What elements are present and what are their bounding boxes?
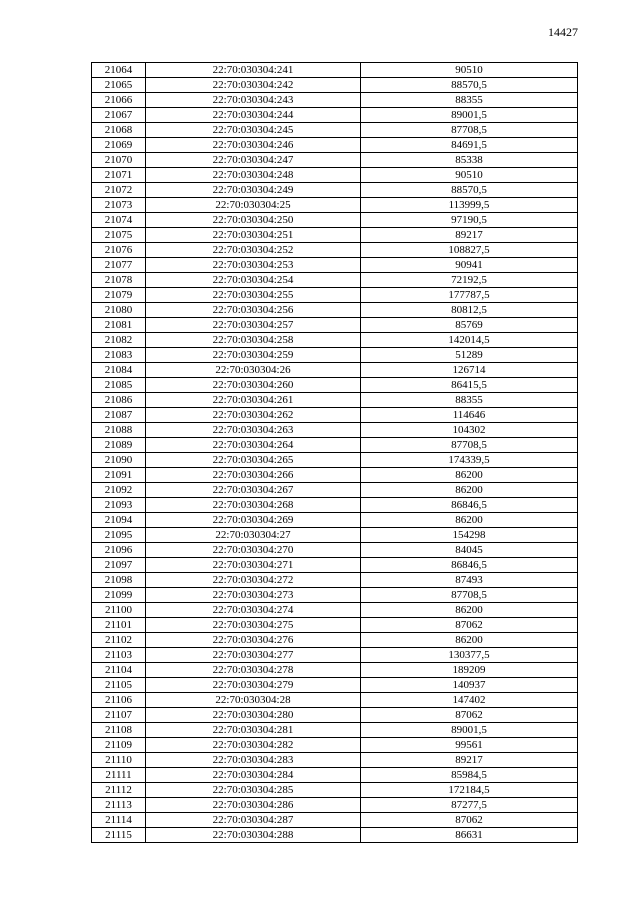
table-row	[92, 648, 578, 663]
row-number-cell: 21094	[92, 513, 146, 528]
table-row	[92, 738, 578, 753]
row-number-cell: 21111	[92, 768, 146, 783]
row-number-cell: 21074	[92, 213, 146, 228]
row-number-cell: 21090	[92, 453, 146, 468]
value-cell: 88570,5	[361, 78, 578, 93]
cadastral-number-cell: 22:70:030304:245	[146, 123, 361, 138]
value-cell: 86846,5	[361, 558, 578, 573]
row-number-cell: 21115	[92, 828, 146, 843]
table-row	[92, 543, 578, 558]
row-number-cell: 21113	[92, 798, 146, 813]
value-cell: 80812,5	[361, 303, 578, 318]
table-row	[92, 813, 578, 828]
table-row	[92, 633, 578, 648]
value-cell: 87708,5	[361, 588, 578, 603]
row-number-cell: 21067	[92, 108, 146, 123]
cadastral-number-cell: 22:70:030304:285	[146, 783, 361, 798]
row-number-cell: 21112	[92, 783, 146, 798]
table-row	[92, 558, 578, 573]
cadastral-number-cell: 22:70:030304:286	[146, 798, 361, 813]
row-number-cell: 21098	[92, 573, 146, 588]
table-row	[92, 588, 578, 603]
cadastral-number-cell: 22:70:030304:280	[146, 708, 361, 723]
cadastral-number-cell: 22:70:030304:283	[146, 753, 361, 768]
value-cell: 87708,5	[361, 438, 578, 453]
row-number-cell: 21095	[92, 528, 146, 543]
value-cell: 130377,5	[361, 648, 578, 663]
row-number-cell: 21065	[92, 78, 146, 93]
table-row	[92, 123, 578, 138]
value-cell: 172184,5	[361, 783, 578, 798]
row-number-cell: 21096	[92, 543, 146, 558]
cadastral-number-cell: 22:70:030304:252	[146, 243, 361, 258]
cadastral-number-cell: 22:70:030304:243	[146, 93, 361, 108]
value-cell: 86415,5	[361, 378, 578, 393]
table-row	[92, 63, 578, 78]
row-number-cell: 21102	[92, 633, 146, 648]
cadastral-number-cell: 22:70:030304:250	[146, 213, 361, 228]
value-cell: 189209	[361, 663, 578, 678]
cadastral-number-cell: 22:70:030304:282	[146, 738, 361, 753]
value-cell: 86631	[361, 828, 578, 843]
value-cell: 86846,5	[361, 498, 578, 513]
value-cell: 87493	[361, 573, 578, 588]
row-number-cell: 21107	[92, 708, 146, 723]
table-row	[92, 93, 578, 108]
table-row	[92, 663, 578, 678]
table-row	[92, 573, 578, 588]
table-row	[92, 528, 578, 543]
table-row	[92, 318, 578, 333]
row-number-cell: 21079	[92, 288, 146, 303]
table-row	[92, 708, 578, 723]
row-number-cell: 21104	[92, 663, 146, 678]
value-cell: 85338	[361, 153, 578, 168]
row-number-cell: 21100	[92, 603, 146, 618]
row-number-cell: 21114	[92, 813, 146, 828]
value-cell: 97190,5	[361, 213, 578, 228]
row-number-cell: 21080	[92, 303, 146, 318]
cadastral-number-cell: 22:70:030304:255	[146, 288, 361, 303]
table-row	[92, 678, 578, 693]
row-number-cell: 21069	[92, 138, 146, 153]
table-row	[92, 378, 578, 393]
table-row	[92, 213, 578, 228]
table-row	[92, 468, 578, 483]
value-cell: 174339,5	[361, 453, 578, 468]
cadastral-number-cell: 22:70:030304:248	[146, 168, 361, 183]
value-cell: 147402	[361, 693, 578, 708]
table-row	[92, 363, 578, 378]
table-row	[92, 693, 578, 708]
value-cell: 142014,5	[361, 333, 578, 348]
row-number-cell: 21103	[92, 648, 146, 663]
cadastral-number-cell: 22:70:030304:281	[146, 723, 361, 738]
row-number-cell: 21085	[92, 378, 146, 393]
row-number-cell: 21086	[92, 393, 146, 408]
row-number-cell: 21076	[92, 243, 146, 258]
table-row	[92, 753, 578, 768]
table-row	[92, 768, 578, 783]
value-cell: 88570,5	[361, 183, 578, 198]
cadastral-table	[91, 62, 578, 843]
row-number-cell: 21075	[92, 228, 146, 243]
table-row	[92, 723, 578, 738]
cadastral-number-cell: 22:70:030304:254	[146, 273, 361, 288]
cadastral-number-cell: 22:70:030304:253	[146, 258, 361, 273]
cadastral-number-cell: 22:70:030304:262	[146, 408, 361, 423]
table-row	[92, 303, 578, 318]
value-cell: 140937	[361, 678, 578, 693]
cadastral-number-cell: 22:70:030304:287	[146, 813, 361, 828]
table-row	[92, 138, 578, 153]
value-cell: 99561	[361, 738, 578, 753]
value-cell: 154298	[361, 528, 578, 543]
row-number-cell: 21070	[92, 153, 146, 168]
cadastral-number-cell: 22:70:030304:284	[146, 768, 361, 783]
table-row	[92, 78, 578, 93]
row-number-cell: 21092	[92, 483, 146, 498]
value-cell: 104302	[361, 423, 578, 438]
table-row	[92, 168, 578, 183]
value-cell: 89001,5	[361, 723, 578, 738]
table-row	[92, 798, 578, 813]
table-row	[92, 498, 578, 513]
cadastral-number-cell: 22:70:030304:242	[146, 78, 361, 93]
table-row	[92, 483, 578, 498]
row-number-cell: 21068	[92, 123, 146, 138]
value-cell: 86200	[361, 633, 578, 648]
row-number-cell: 21087	[92, 408, 146, 423]
value-cell: 89217	[361, 228, 578, 243]
table-row	[92, 198, 578, 213]
table-row	[92, 603, 578, 618]
cadastral-number-cell: 22:70:030304:288	[146, 828, 361, 843]
table-row	[92, 183, 578, 198]
value-cell: 85984,5	[361, 768, 578, 783]
value-cell: 86200	[361, 483, 578, 498]
value-cell: 177787,5	[361, 288, 578, 303]
table-row	[92, 393, 578, 408]
cadastral-number-cell: 22:70:030304:27	[146, 528, 361, 543]
page-number: 14427	[548, 25, 578, 39]
value-cell: 86200	[361, 513, 578, 528]
value-cell: 51289	[361, 348, 578, 363]
row-number-cell: 21072	[92, 183, 146, 198]
cadastral-number-cell: 22:70:030304:260	[146, 378, 361, 393]
value-cell: 84691,5	[361, 138, 578, 153]
value-cell: 87277,5	[361, 798, 578, 813]
table-row	[92, 348, 578, 363]
cadastral-number-cell: 22:70:030304:259	[146, 348, 361, 363]
cadastral-number-cell: 22:70:030304:266	[146, 468, 361, 483]
cadastral-number-cell: 22:70:030304:279	[146, 678, 361, 693]
cadastral-number-cell: 22:70:030304:251	[146, 228, 361, 243]
cadastral-number-cell: 22:70:030304:264	[146, 438, 361, 453]
value-cell: 85769	[361, 318, 578, 333]
row-number-cell: 21084	[92, 363, 146, 378]
row-number-cell: 21078	[92, 273, 146, 288]
value-cell: 87062	[361, 618, 578, 633]
row-number-cell: 21083	[92, 348, 146, 363]
value-cell: 88355	[361, 393, 578, 408]
row-number-cell: 21089	[92, 438, 146, 453]
cadastral-number-cell: 22:70:030304:26	[146, 363, 361, 378]
value-cell: 88355	[361, 93, 578, 108]
value-cell: 89001,5	[361, 108, 578, 123]
row-number-cell: 21073	[92, 198, 146, 213]
cadastral-number-cell: 22:70:030304:268	[146, 498, 361, 513]
value-cell: 114646	[361, 408, 578, 423]
row-number-cell: 21082	[92, 333, 146, 348]
row-number-cell: 21081	[92, 318, 146, 333]
cadastral-number-cell: 22:70:030304:25	[146, 198, 361, 213]
table-row	[92, 513, 578, 528]
value-cell: 90941	[361, 258, 578, 273]
cadastral-number-cell: 22:70:030304:269	[146, 513, 361, 528]
value-cell: 90510	[361, 168, 578, 183]
row-number-cell: 21064	[92, 63, 146, 78]
table-row	[92, 288, 578, 303]
value-cell: 126714	[361, 363, 578, 378]
cadastral-number-cell: 22:70:030304:261	[146, 393, 361, 408]
value-cell: 72192,5	[361, 273, 578, 288]
row-number-cell: 21071	[92, 168, 146, 183]
cadastral-number-cell: 22:70:030304:265	[146, 453, 361, 468]
value-cell: 89217	[361, 753, 578, 768]
cadastral-number-cell: 22:70:030304:257	[146, 318, 361, 333]
table-row	[92, 453, 578, 468]
row-number-cell: 21101	[92, 618, 146, 633]
row-number-cell: 21093	[92, 498, 146, 513]
table-row	[92, 333, 578, 348]
table-row	[92, 258, 578, 273]
value-cell: 84045	[361, 543, 578, 558]
cadastral-number-cell: 22:70:030304:274	[146, 603, 361, 618]
row-number-cell: 21088	[92, 423, 146, 438]
value-cell: 87708,5	[361, 123, 578, 138]
value-cell: 86200	[361, 468, 578, 483]
table-row	[92, 618, 578, 633]
row-number-cell: 21091	[92, 468, 146, 483]
cadastral-number-cell: 22:70:030304:249	[146, 183, 361, 198]
table-row	[92, 438, 578, 453]
value-cell: 87062	[361, 708, 578, 723]
cadastral-number-cell: 22:70:030304:278	[146, 663, 361, 678]
cadastral-number-cell: 22:70:030304:270	[146, 543, 361, 558]
cadastral-number-cell: 22:70:030304:271	[146, 558, 361, 573]
row-number-cell: 21108	[92, 723, 146, 738]
cadastral-number-cell: 22:70:030304:275	[146, 618, 361, 633]
value-cell: 86200	[361, 603, 578, 618]
cadastral-number-cell: 22:70:030304:244	[146, 108, 361, 123]
cadastral-number-cell: 22:70:030304:246	[146, 138, 361, 153]
cadastral-number-cell: 22:70:030304:256	[146, 303, 361, 318]
table-row	[92, 243, 578, 258]
table-row	[92, 273, 578, 288]
table-row	[92, 783, 578, 798]
table-row	[92, 108, 578, 123]
cadastral-number-cell: 22:70:030304:241	[146, 63, 361, 78]
table-row	[92, 828, 578, 843]
cadastral-number-cell: 22:70:030304:267	[146, 483, 361, 498]
cadastral-number-cell: 22:70:030304:247	[146, 153, 361, 168]
table-row	[92, 228, 578, 243]
value-cell: 87062	[361, 813, 578, 828]
row-number-cell: 21110	[92, 753, 146, 768]
row-number-cell: 21109	[92, 738, 146, 753]
table-body	[92, 63, 578, 843]
table-row	[92, 423, 578, 438]
table-row	[92, 408, 578, 423]
cadastral-number-cell: 22:70:030304:263	[146, 423, 361, 438]
row-number-cell: 21105	[92, 678, 146, 693]
value-cell: 113999,5	[361, 198, 578, 213]
row-number-cell: 21066	[92, 93, 146, 108]
cadastral-number-cell: 22:70:030304:276	[146, 633, 361, 648]
value-cell: 108827,5	[361, 243, 578, 258]
cadastral-number-cell: 22:70:030304:277	[146, 648, 361, 663]
row-number-cell: 21106	[92, 693, 146, 708]
row-number-cell: 21077	[92, 258, 146, 273]
table-row	[92, 153, 578, 168]
value-cell: 90510	[361, 63, 578, 78]
row-number-cell: 21099	[92, 588, 146, 603]
cadastral-number-cell: 22:70:030304:258	[146, 333, 361, 348]
cadastral-number-cell: 22:70:030304:272	[146, 573, 361, 588]
row-number-cell: 21097	[92, 558, 146, 573]
cadastral-number-cell: 22:70:030304:273	[146, 588, 361, 603]
cadastral-number-cell: 22:70:030304:28	[146, 693, 361, 708]
